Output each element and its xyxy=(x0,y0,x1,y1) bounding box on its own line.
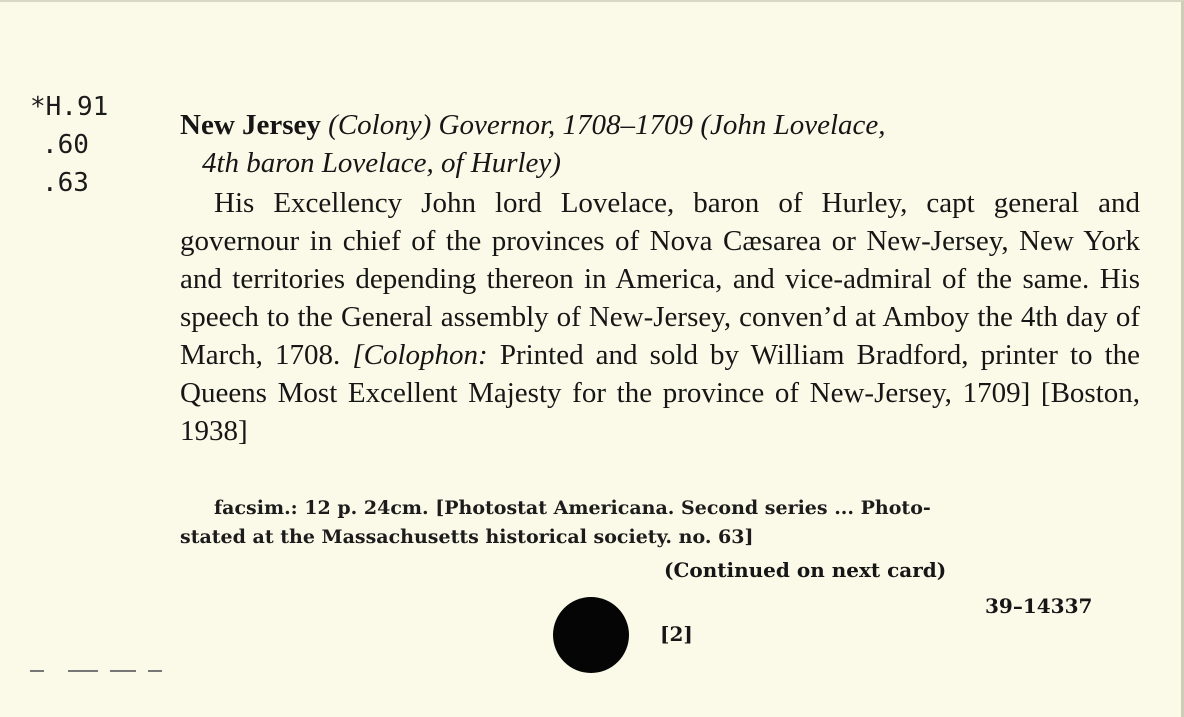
punch-hole xyxy=(553,597,629,673)
imprint: [Boston, 1938] xyxy=(180,377,1140,447)
call-number-line-1: *H.91 xyxy=(30,92,109,122)
title-text: His Excellency John lord Lovelace, baron of Hurley, capt general and governour in chief of the provinces of Nova Cæsarea or New-Jersey, New York and territories depending thereon in America, and vice-admiral of the same. His speech to the General assembly of New-Jersey, conven’d at Amboy the 4th day of March, 1708. xyxy=(180,187,1140,371)
edge-marks xyxy=(30,670,170,680)
card-sequence: [2] xyxy=(660,622,693,646)
colony-qualifier: (Colony) xyxy=(328,109,432,141)
notes-line-2: stated at the Massachusetts historical society. no. 63] xyxy=(180,526,754,548)
main-entry: New Jersey xyxy=(180,109,321,141)
call-number-line-2: .60 xyxy=(42,130,89,160)
call-number xyxy=(30,88,108,202)
governor-name-continued: 4th baron Lovelace, of Hurley) xyxy=(202,147,561,179)
colophon-label: [Colophon: xyxy=(352,339,488,371)
governor-role: Governor, 1708–1709 xyxy=(438,109,694,141)
physical-description-notes xyxy=(180,494,1140,552)
colophon-text: Printed and sold by William Bradford, printer to the Queens Most Excellent Majesty for the province of New-Jersey, 1709] xyxy=(180,339,1141,409)
call-number-line-3: .63 xyxy=(42,168,89,198)
card-main-entry xyxy=(180,106,1140,450)
governor-name: (John Lovelace, xyxy=(700,109,886,141)
notes-line-1: facsim.: 12 p. 24cm. [Photostat Americana. Second series ... Photo- xyxy=(214,497,931,519)
title-description xyxy=(180,184,1140,450)
card-number: 39–14337 xyxy=(985,594,1093,618)
heading xyxy=(180,106,1140,182)
continued-note: (Continued on next card) xyxy=(664,558,947,582)
